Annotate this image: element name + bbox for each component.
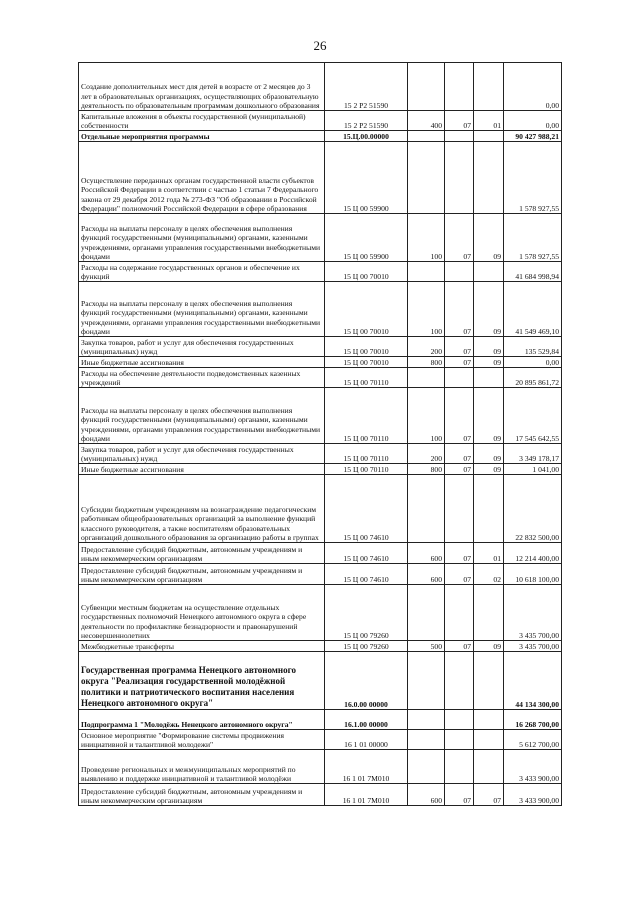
row-name: Иные бюджетные ассигнования <box>79 464 325 475</box>
row-target-code: 15.Ц.00.00000 <box>325 131 408 142</box>
row-amount: 10 618 100,00 <box>504 564 562 585</box>
row-amount: 41 684 998,94 <box>504 262 562 282</box>
row-target-code: 15 Ц 00 74610 <box>325 543 408 564</box>
row-expense-type: 600 <box>408 564 445 585</box>
row-expense-type: 400 <box>408 111 445 131</box>
row-subsection: 07 <box>474 784 504 806</box>
row-amount: 3 349 178,17 <box>504 444 562 464</box>
row-subsection <box>474 63 504 111</box>
row-section: 07 <box>445 214 474 262</box>
row-section <box>445 730 474 750</box>
row-amount: 3 435 700,00 <box>504 641 562 652</box>
row-name: Основное мероприятие "Формирование системы продвижения инициативной и талантливой молодежи" <box>79 730 325 750</box>
row-section <box>445 142 474 214</box>
row-target-code: 15 Ц 00 70010 <box>325 262 408 282</box>
row-target-code: 15 Ц 00 59900 <box>325 214 408 262</box>
row-subsection: 01 <box>474 111 504 131</box>
row-subsection <box>474 475 504 543</box>
row-name: Субсидии бюджетным учреждениям на вознаграждение педагогическим работникам общеобразовательных организаций за выполнение функций классного руководителя, а также воспитателям образовательных организаций дошкольного образования за организацию работы в группах <box>79 475 325 543</box>
row-target-code: 16 1 01 7М010 <box>325 750 408 784</box>
row-expense-type <box>408 262 445 282</box>
row-section: 07 <box>445 444 474 464</box>
row-target-code: 15 Ц 00 70110 <box>325 464 408 475</box>
table-row <box>79 543 562 564</box>
row-target-code: 16.1.00 00000 <box>325 710 408 730</box>
row-name: Расходы на обеспечение деятельности подведомственных казенных учреждений <box>79 368 325 388</box>
table-row <box>79 750 562 784</box>
row-subsection <box>474 131 504 142</box>
row-subsection <box>474 710 504 730</box>
row-name: Осуществление переданных органам государственной власти субъектов Российской Федерации в соответствии с частью 1 статьи 7 Федерального закона от 29 декабря 2012 года № 273-ФЗ "Об образовании в Российской Федерации" полномочий Российской Федерации в сфере образования <box>79 142 325 214</box>
table-row <box>79 444 562 464</box>
table-row <box>79 368 562 388</box>
row-expense-type <box>408 475 445 543</box>
row-subsection: 09 <box>474 214 504 262</box>
table-row <box>79 652 562 710</box>
row-subsection <box>474 652 504 710</box>
table-row <box>79 585 562 641</box>
row-amount: 20 895 861,72 <box>504 368 562 388</box>
row-subsection: 09 <box>474 337 504 357</box>
row-target-code: 15 Ц 00 70110 <box>325 444 408 464</box>
row-section: 07 <box>445 111 474 131</box>
row-target-code: 15 Ц 00 74610 <box>325 564 408 585</box>
row-section: 07 <box>445 388 474 444</box>
row-expense-type: 600 <box>408 784 445 806</box>
row-name: Иные бюджетные ассигнования <box>79 357 325 368</box>
row-expense-type <box>408 730 445 750</box>
row-section: 07 <box>445 357 474 368</box>
row-target-code: 15 Ц 00 70010 <box>325 337 408 357</box>
row-target-code: 15 Ц 00 59900 <box>325 142 408 214</box>
row-target-code: 15 Ц 00 74610 <box>325 475 408 543</box>
row-name: Создание дополнительных мест для детей в возрасте от 2 месяцев до 3 лет в образовательных организациях, осуществляющих образовательную деятельность по образовательным программам дошкольного образования <box>79 63 325 111</box>
row-name: Отдельные мероприятия программы <box>79 131 325 142</box>
row-amount: 3 435 700,00 <box>504 585 562 641</box>
table-row <box>79 388 562 444</box>
row-subsection: 02 <box>474 564 504 585</box>
row-target-code: 16.0.00 00000 <box>325 652 408 710</box>
row-name: Проведение региональных и межмуниципальных мероприятий по выявлению и поддержке инициативной и талантливой молодёжи <box>79 750 325 784</box>
table-row <box>79 475 562 543</box>
row-subsection: 09 <box>474 357 504 368</box>
row-section <box>445 710 474 730</box>
row-subsection <box>474 585 504 641</box>
row-amount: 3 433 900,00 <box>504 750 562 784</box>
row-amount: 17 545 642,55 <box>504 388 562 444</box>
table-row <box>79 282 562 337</box>
row-target-code: 15 Ц 00 70110 <box>325 388 408 444</box>
row-subsection: 01 <box>474 543 504 564</box>
table-row <box>79 142 562 214</box>
row-subsection: 09 <box>474 282 504 337</box>
row-expense-type: 800 <box>408 357 445 368</box>
row-target-code: 15 2 Р2 51590 <box>325 111 408 131</box>
row-name: Расходы на выплаты персоналу в целях обеспечения выполнения функций государственными (муниципальными) органами, казенными учреждениями, органами управления государственными внебюджетными фондами <box>79 214 325 262</box>
budget-table <box>78 62 562 806</box>
row-section: 07 <box>445 784 474 806</box>
row-target-code: 15 Ц 00 79260 <box>325 585 408 641</box>
row-amount: 1 578 927,55 <box>504 214 562 262</box>
row-name: Межбюджетные трансферты <box>79 641 325 652</box>
row-target-code: 15 Ц 00 79260 <box>325 641 408 652</box>
row-expense-type <box>408 750 445 784</box>
table-row <box>79 214 562 262</box>
table-row <box>79 111 562 131</box>
row-name: Субвенции местным бюджетам на осуществление отдельных государственных полномочий Ненецкого автономного округа в сфере деятельности по профилактике безнадзорности и правонарушений несовершеннолетних <box>79 585 325 641</box>
row-expense-type <box>408 652 445 710</box>
row-name: Расходы на выплаты персоналу в целях обеспечения выполнения функций государственными (муниципальными) органами, казенными учреждениями, органами управления государственными внебюджетными фондами <box>79 388 325 444</box>
row-expense-type: 100 <box>408 214 445 262</box>
row-subsection: 09 <box>474 464 504 475</box>
row-amount: 0,00 <box>504 111 562 131</box>
row-name: Подпрограмма 1 "Молодёжь Ненецкого автономного округа" <box>79 710 325 730</box>
table-row <box>79 710 562 730</box>
row-subsection <box>474 750 504 784</box>
row-section <box>445 585 474 641</box>
row-name: Закупка товаров, работ и услуг для обеспечения государственных (муниципальных) нужд <box>79 444 325 464</box>
row-expense-type: 100 <box>408 282 445 337</box>
table-row <box>79 357 562 368</box>
row-amount: 0,00 <box>504 63 562 111</box>
row-amount: 41 549 469,10 <box>504 282 562 337</box>
row-section: 07 <box>445 337 474 357</box>
row-target-code: 15 2 Р2 51590 <box>325 63 408 111</box>
row-target-code: 15 Ц 00 70010 <box>325 357 408 368</box>
row-subsection: 09 <box>474 388 504 444</box>
row-section <box>445 750 474 784</box>
row-name: Закупка товаров, работ и услуг для обеспечения государственных (муниципальных) нужд <box>79 337 325 357</box>
row-name: Расходы на содержание государственных органов и обеспечение их функций <box>79 262 325 282</box>
row-expense-type: 500 <box>408 641 445 652</box>
table-row <box>79 464 562 475</box>
table-row <box>79 641 562 652</box>
row-subsection <box>474 368 504 388</box>
row-expense-type <box>408 142 445 214</box>
row-expense-type: 200 <box>408 337 445 357</box>
row-section <box>445 368 474 388</box>
row-subsection: 09 <box>474 641 504 652</box>
row-section <box>445 652 474 710</box>
row-section: 07 <box>445 641 474 652</box>
row-expense-type: 200 <box>408 444 445 464</box>
row-amount: 135 529,84 <box>504 337 562 357</box>
table-row <box>79 564 562 585</box>
row-expense-type: 100 <box>408 388 445 444</box>
row-amount: 5 612 700,00 <box>504 730 562 750</box>
row-target-code: 15 Ц 00 70110 <box>325 368 408 388</box>
row-amount: 90 427 988,21 <box>504 131 562 142</box>
row-section <box>445 262 474 282</box>
row-target-code: 15 Ц 00 70010 <box>325 282 408 337</box>
table-row <box>79 730 562 750</box>
row-section <box>445 63 474 111</box>
table-row <box>79 63 562 111</box>
row-amount: 16 268 700,00 <box>504 710 562 730</box>
row-expense-type: 800 <box>408 464 445 475</box>
row-name: Предоставление субсидий бюджетным, автономным учреждениям и иным некоммерческим организациям <box>79 564 325 585</box>
row-section: 07 <box>445 543 474 564</box>
row-name: Предоставление субсидий бюджетным, автономным учреждениям и иным некоммерческим организациям <box>79 543 325 564</box>
row-section <box>445 475 474 543</box>
row-expense-type <box>408 63 445 111</box>
table-row <box>79 337 562 357</box>
table-row <box>79 784 562 806</box>
row-amount: 1 041,00 <box>504 464 562 475</box>
row-section: 07 <box>445 564 474 585</box>
row-amount: 12 214 400,00 <box>504 543 562 564</box>
row-subsection <box>474 142 504 214</box>
row-expense-type <box>408 131 445 142</box>
table-row <box>79 262 562 282</box>
row-name: Предоставление субсидий бюджетным, автономным учреждениям и иным некоммерческим организациям <box>79 784 325 806</box>
row-amount: 0,00 <box>504 357 562 368</box>
row-name: Государственная программа Ненецкого автономного округа "Реализация государственной молодёжной политики и патриотического воспитания населения Ненецкого автономного округа" <box>79 652 325 710</box>
row-amount: 44 134 300,00 <box>504 652 562 710</box>
row-section <box>445 131 474 142</box>
row-section: 07 <box>445 282 474 337</box>
row-name: Капитальные вложения в объекты государственной (муниципальной) собственности <box>79 111 325 131</box>
budget-table-body <box>79 63 562 806</box>
table-row <box>79 131 562 142</box>
row-expense-type <box>408 710 445 730</box>
row-amount: 22 832 500,00 <box>504 475 562 543</box>
row-expense-type <box>408 368 445 388</box>
row-amount: 3 433 900,00 <box>504 784 562 806</box>
row-subsection <box>474 262 504 282</box>
row-amount: 1 578 927,55 <box>504 142 562 214</box>
row-name: Расходы на выплаты персоналу в целях обеспечения выполнения функций государственными (муниципальными) органами, казенными учреждениями, органами управления государственными внебюджетными фондами <box>79 282 325 337</box>
row-expense-type: 600 <box>408 543 445 564</box>
row-target-code: 16 1 01 00000 <box>325 730 408 750</box>
page-number: 26 <box>313 38 327 53</box>
row-expense-type <box>408 585 445 641</box>
row-section: 07 <box>445 464 474 475</box>
row-subsection: 09 <box>474 444 504 464</box>
row-subsection <box>474 730 504 750</box>
row-target-code: 16 1 01 7М010 <box>325 784 408 806</box>
